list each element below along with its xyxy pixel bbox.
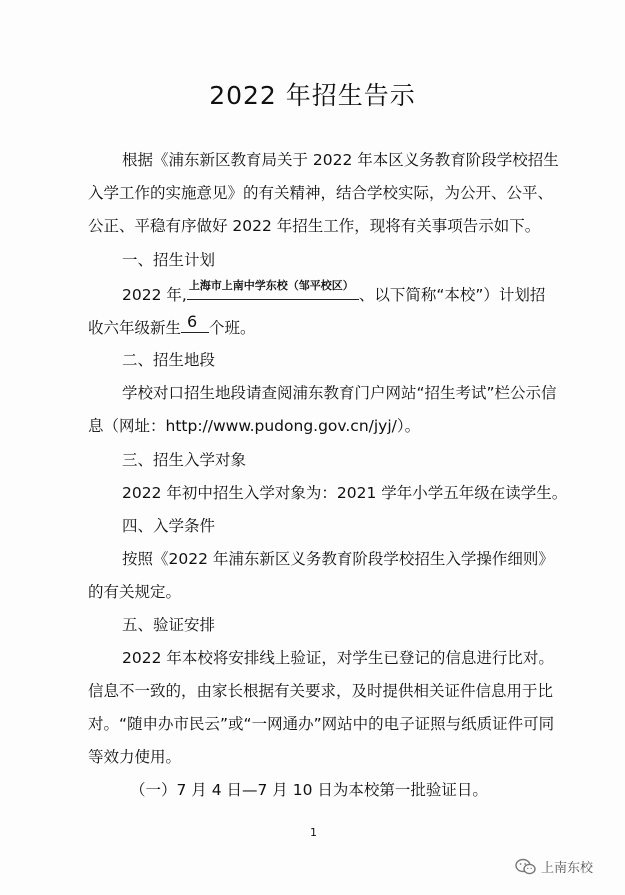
paragraph-line: 入学工作的实施意见》的有关精神，结合学校实际，为公开、公平、: [88, 184, 554, 202]
fill-line-suffix: 、以下简称“本校”）计划招: [358, 286, 546, 304]
paragraph-line: 的有关规定。: [88, 583, 182, 601]
paragraph-line: 等效力使用。: [88, 748, 182, 766]
paragraph-line: 信息不一致的，由家长根据有关要求，及时提供相关证件信息用于比: [88, 682, 554, 700]
paragraph-line: 2022 年初中招生入学对象为：2021 学年小学五年级在读学生。: [122, 484, 568, 502]
section-heading: 五、验证安排: [122, 616, 216, 634]
paragraph-line: （一）7 月 4 日—7 月 10 日为本校第一批验证日。: [130, 781, 488, 799]
section-heading: 一、招生计划: [122, 251, 216, 269]
page-number: 1: [310, 826, 317, 839]
school-name-fill: 上海市上南中学东校（邹平校区）: [188, 279, 354, 292]
paragraph-line: 按照《2022 年浦东新区义务教育阶段学校招生入学操作细则》: [122, 550, 554, 568]
paragraph-line: 学校对口招生地段请查阅浦东教育门户网站“招生考试”栏公示信: [122, 384, 557, 402]
fill-line-prefix: 2022 年,: [122, 286, 187, 304]
page-title: 2022 年招生告示: [209, 81, 416, 110]
paragraph-line: 息（网址：http://www.pudong.gov.cn/jyj/）。: [88, 417, 421, 435]
class-count-blank: [181, 312, 209, 333]
paragraph-line: 根据《浦东新区教育局关于 2022 年本区义务教育阶段学校招生: [122, 151, 559, 169]
account-watermark: [515, 857, 593, 876]
paragraph-line: 对。“随申办市民云”或“一网通办”网站中的电子证照与纸质证件可同: [88, 715, 555, 733]
paragraph-line: 公正、平稳有序做好 2022 年招生工作，现将有关事项告示如下。: [88, 217, 541, 235]
fill-line-school: [122, 279, 592, 305]
fill-line-prefix: 收六年级新生: [88, 319, 182, 337]
section-heading: 四、入学条件: [122, 517, 216, 535]
section-heading: 三、招生入学对象: [122, 451, 247, 469]
account-name: 上南东校: [541, 861, 594, 876]
wechat-channel-icon: [515, 858, 537, 876]
class-count-fill: 6: [187, 312, 198, 331]
section-heading: 二、招生地段: [122, 351, 216, 369]
fill-line-classes: [88, 312, 558, 338]
fill-line-suffix: 个班。: [209, 319, 256, 337]
school-name-blank: [187, 279, 359, 300]
paragraph-line: 2022 年本校将安排线上验证，对学生已登记的信息进行比对。: [122, 649, 554, 667]
